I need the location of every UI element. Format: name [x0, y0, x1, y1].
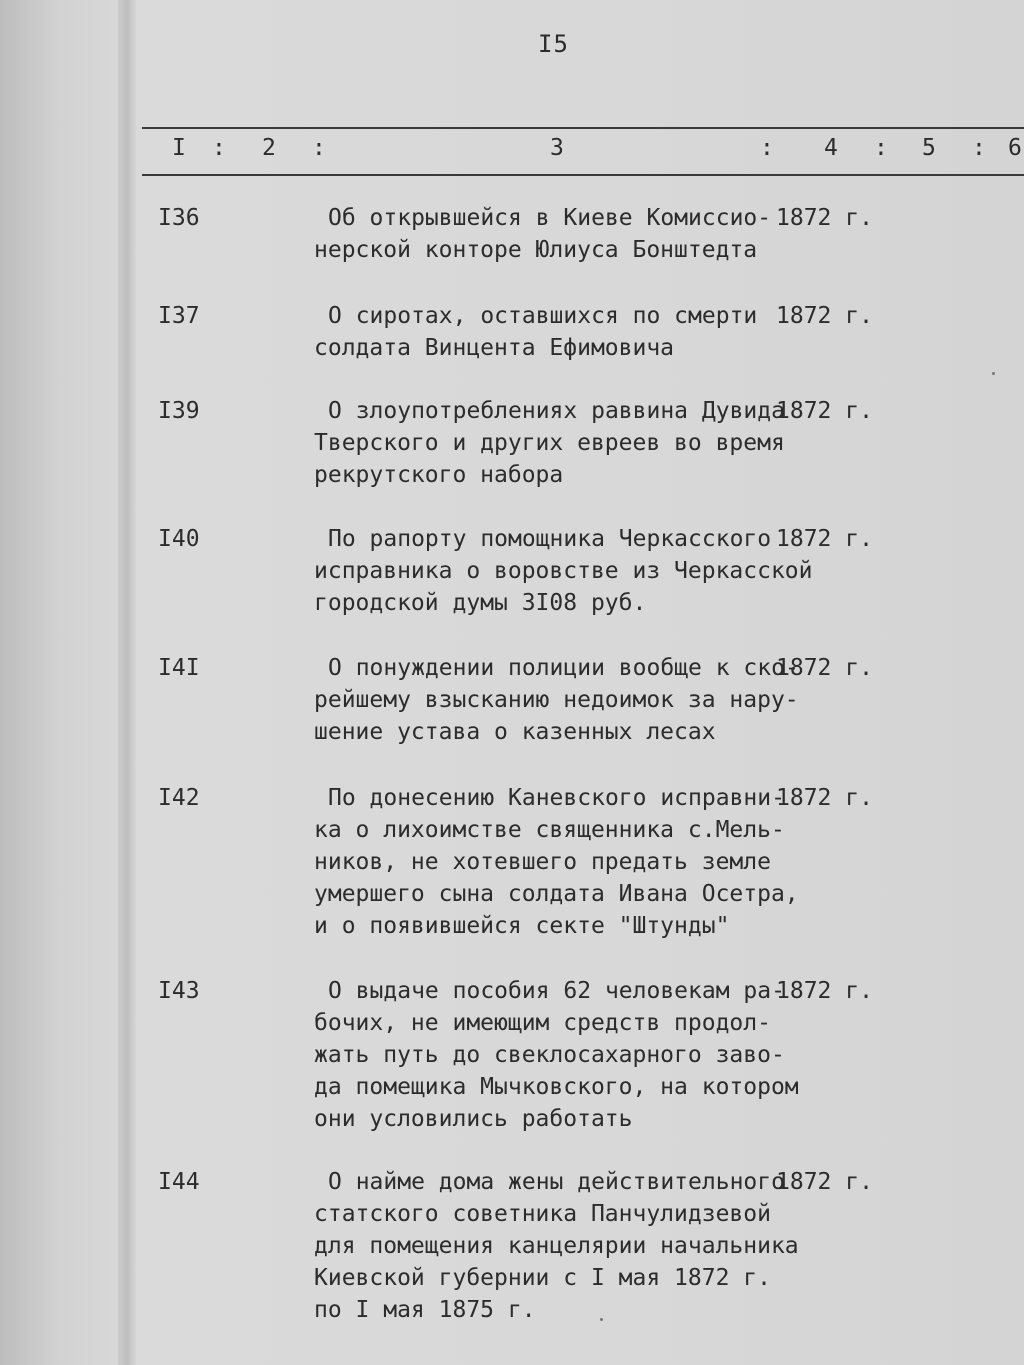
column-header-4: 4: [824, 135, 838, 161]
entry-title-line: Киевской губернии с I мая 1872 г.: [314, 1265, 771, 1291]
entry-title-line: По рапорту помощника Черкасского: [328, 526, 772, 552]
column-header-row: [142, 135, 1024, 167]
entry-date: 1872 г.: [776, 205, 873, 231]
entry-date: 1872 г.: [776, 398, 873, 424]
entry-number: I39: [158, 398, 200, 424]
entry-date: 1872 г.: [776, 655, 873, 681]
column-header-5: 5: [922, 135, 936, 161]
entry-title: [314, 782, 799, 942]
entry-title: [314, 395, 784, 491]
column-header-1: I: [172, 135, 186, 161]
entry-title-line: солдата Винцента Ефимовича: [314, 335, 675, 361]
entry-date: 1872 г.: [776, 526, 873, 552]
entry-title-line: бочих, не имеющим средств продол-: [314, 1010, 771, 1036]
entry-title: [314, 523, 813, 619]
column-separator: :: [972, 135, 986, 161]
column-header-3: 3: [550, 135, 564, 161]
entry-number: I44: [158, 1169, 200, 1195]
entry-title-line: Об открывшейся в Киеве Комиссио-: [328, 205, 772, 231]
entry-title-line: исправника о воровстве из Черкасской: [314, 558, 813, 584]
entry-title-line: для помещения канцелярии начальника: [314, 1233, 799, 1259]
page-spine-shadow: [118, 0, 136, 1365]
entry-number: I36: [158, 205, 200, 231]
entry-title-line: статского советника Панчулидзевой: [314, 1201, 771, 1227]
entry-title-line: городской думы 3I08 руб.: [314, 590, 647, 616]
entry-title-line: ка о лихоимстве священника с.Мель-: [314, 817, 785, 843]
entry-title: [314, 975, 799, 1135]
entry-title-line: О понуждении полиции вообще к ско-: [328, 655, 799, 681]
entry-title-line: они условились работать: [314, 1106, 633, 1132]
entry-title-line: умершего сына солдата Ивана Осетра,: [314, 881, 799, 907]
entry-title-line: О сиротах, оставшихся по смерти: [328, 303, 758, 329]
column-separator: :: [760, 135, 774, 161]
entry-title-line: О найме дома жены действительного: [328, 1169, 785, 1195]
entry-date: 1872 г.: [776, 978, 873, 1004]
entry-title-line: и о появившейся секте "Штунды": [314, 913, 730, 939]
entry-title-line: шение устава о казенных лесах: [314, 719, 716, 745]
entry-title-line: рейшему взысканию недоимок за нару-: [314, 687, 799, 713]
entry-title-line: Тверского и других евреев во время: [314, 430, 785, 456]
entry-title-line: жать путь до свеклосахарного заво-: [314, 1042, 785, 1068]
header-rule-top: [142, 127, 1024, 129]
column-separator: :: [212, 135, 226, 161]
entry-date: 1872 г.: [776, 785, 873, 811]
entry-number: I43: [158, 978, 200, 1004]
entry-title-line: О злоупотреблениях раввина Дувида: [328, 398, 785, 424]
entry-date: 1872 г.: [776, 303, 873, 329]
entry-title-line: да помещика Мычковского, на котором: [314, 1074, 799, 1100]
page-number: I5: [538, 30, 569, 58]
column-separator: :: [312, 135, 326, 161]
entry-title-line: нерской конторе Юлиуса Бонштедта: [314, 237, 758, 263]
entry-title: [314, 202, 784, 266]
entry-title-line: О выдаче пособия 62 человекам ра-: [328, 978, 785, 1004]
entry-title-line: по I мая 1875 г.: [314, 1297, 536, 1323]
entry-title-line: рекрутского набора: [314, 462, 564, 488]
paper-speck: [600, 1318, 603, 1321]
entry-number: I40: [158, 526, 200, 552]
entry-number: I42: [158, 785, 200, 811]
entry-title-line: ников, не хотевшего предать земле: [314, 849, 771, 875]
entry-number: I37: [158, 303, 200, 329]
entry-title-line: По донесению Каневского исправни-: [328, 785, 785, 811]
entry-title: [314, 652, 799, 748]
entry-date: 1872 г.: [776, 1169, 873, 1195]
entry-title: [314, 300, 784, 364]
column-header-2: 2: [262, 135, 276, 161]
column-separator: :: [874, 135, 888, 161]
column-header-6: 6: [1008, 135, 1022, 161]
header-rule-bottom: [142, 174, 1024, 176]
paper-speck: [992, 372, 995, 375]
entry-title: [314, 1166, 799, 1326]
entry-number: I4I: [158, 655, 200, 681]
